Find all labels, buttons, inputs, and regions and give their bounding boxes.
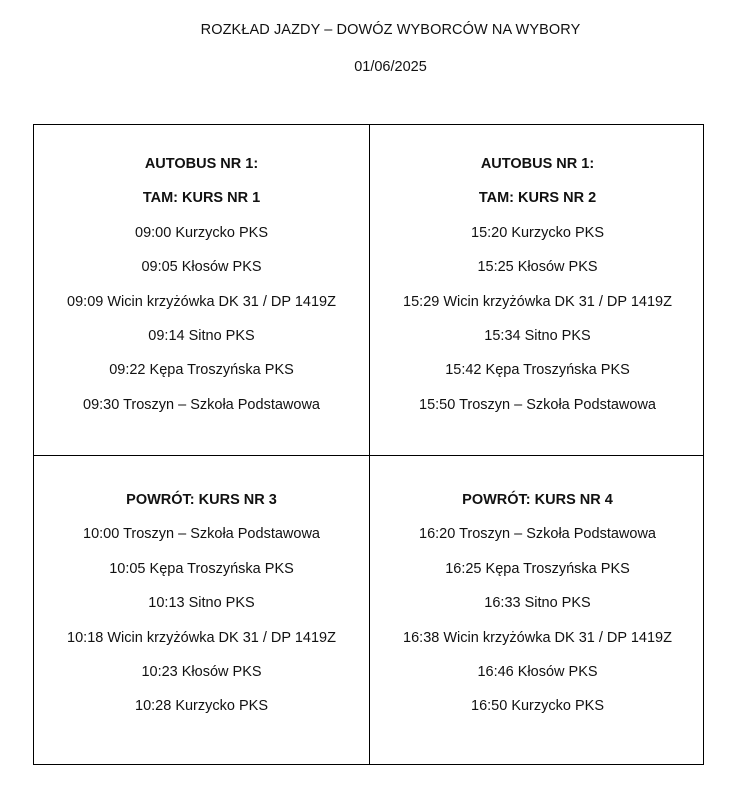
stop-entry: 09:14 Sitno PKS [148,327,255,344]
stop-entry: 16:38 Wicin krzyżówka DK 31 / DP 1419Z [403,629,672,646]
course-2-cell [370,154,705,429]
course-label: POWRÓT: KURS NR 3 [126,492,277,508]
stop-entry: 15:25 Kłosów PKS [477,259,598,276]
stop-entry: 09:30 Troszyn – Szkoła Podstawowa [83,396,320,413]
stop-entry: 09:05 Kłosów PKS [141,259,262,276]
stop-entry: 10:28 Kurzycko PKS [135,698,268,715]
stop-entry: 10:05 Kępa Troszyńska PKS [109,560,294,577]
stop-entry: 16:33 Sitno PKS [484,595,591,612]
stop-entry: 15:42 Kępa Troszyńska PKS [445,362,630,379]
stop-entry: 16:50 Kurzycko PKS [471,698,604,715]
stop-entry: 15:34 Sitno PKS [484,327,591,344]
bus-label: AUTOBUS NR 1: [480,156,595,172]
stop-entry: 16:20 Troszyn – Szkoła Podstawowa [419,526,656,543]
stop-entry: 16:25 Kępa Troszyńska PKS [445,560,630,577]
schedule-table [33,124,704,765]
stop-entry: 09:00 Kurzycko PKS [135,224,268,241]
row-divider [34,455,703,456]
stop-entry: 16:46 Kłosów PKS [477,663,598,680]
stop-entry: 15:50 Troszyn – Szkoła Podstawowa [419,396,656,413]
course-label: POWRÓT: KURS NR 4 [462,492,613,508]
stop-entry: 09:09 Wicin krzyżówka DK 31 / DP 1419Z [67,293,336,310]
stop-entry: 15:29 Wicin krzyżówka DK 31 / DP 1419Z [403,293,672,310]
stop-entry: 09:22 Kępa Troszyńska PKS [109,362,294,379]
course-label: TAM: KURS NR 1 [142,190,261,207]
stop-entry: 15:20 Kurzycko PKS [471,224,604,241]
course-3-cell [34,490,369,731]
bus-label: AUTOBUS NR 1: [144,156,259,172]
course-label: TAM: KURS NR 2 [478,190,597,207]
document-title: ROZKŁAD JAZDY – DOWÓZ WYBORCÓW NA WYBORY [200,22,581,38]
stop-entry: 10:23 Kłosów PKS [141,663,262,680]
course-1-cell [34,154,369,429]
document-date: 01/06/2025 [354,59,427,75]
stop-entry: 10:00 Troszyn – Szkoła Podstawowa [83,526,320,543]
stop-entry: 10:18 Wicin krzyżówka DK 31 / DP 1419Z [67,629,336,646]
stop-entry: 10:13 Sitno PKS [148,595,255,612]
course-4-cell [370,490,705,731]
